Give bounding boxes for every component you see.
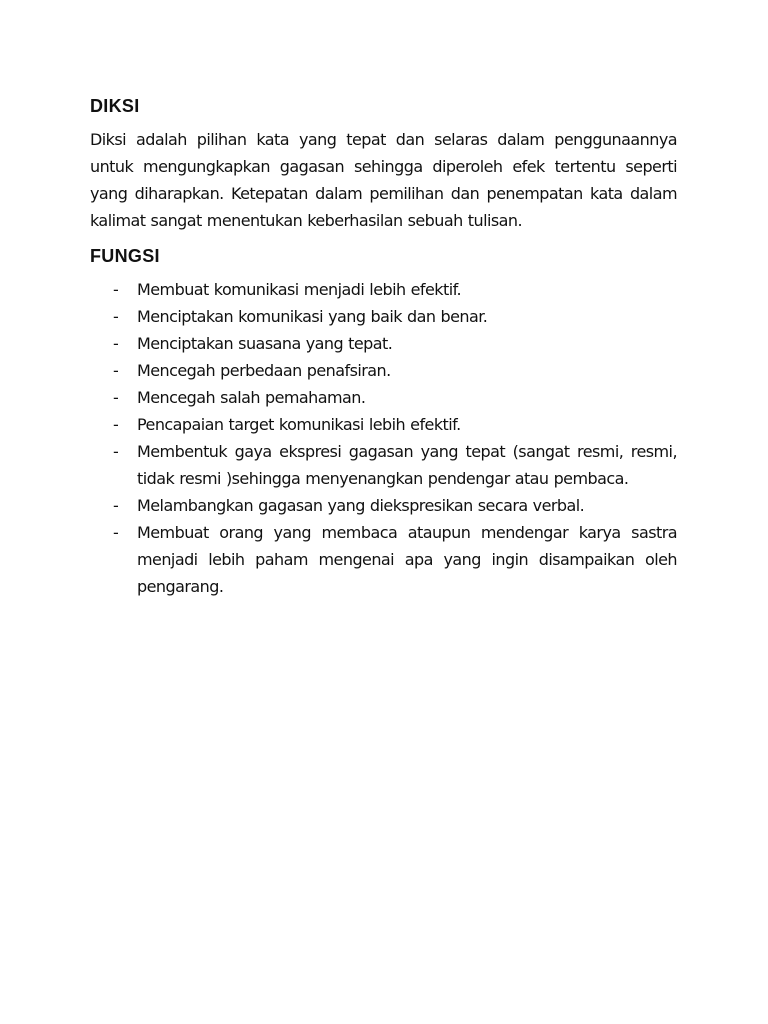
list-item — [90, 384, 677, 411]
list-item-text: Mencegah perbedaan penafsiran. — [137, 361, 391, 380]
function-list — [90, 276, 677, 600]
list-item — [90, 411, 677, 438]
definition-paragraph: Diksi adalah pilihan kata yang tepat dan selaras dalam penggunaannya untuk mengungkapkan gagasan sehingga diperoleh efek tertentu seperti yang diharapkan. Ketepatan dalam pemilihan dan penempatan kata dalam kalimat sangat menentukan keberhasilan sebuah tulisan. — [90, 130, 677, 230]
list-item-text: Menciptakan komunikasi yang baik dan benar. — [137, 307, 488, 326]
document-page — [90, 94, 677, 600]
list-item-text: Membentuk gaya ekspresi gagasan yang tepat (sangat resmi, resmi, tidak resmi )sehingga menyenangkan pendengar atau pembaca. — [137, 442, 677, 488]
list-item-text: Menciptakan suasana yang tepat. — [137, 334, 393, 353]
bullet-dash: - — [113, 307, 119, 326]
heading-diksi: DIKSI — [90, 96, 140, 116]
list-item — [90, 276, 677, 303]
bullet-dash: - — [113, 523, 119, 542]
list-item-text: Membuat komunikasi menjadi lebih efektif. — [137, 280, 462, 299]
list-item-text: Membuat orang yang membaca ataupun mendengar karya sastra menjadi lebih paham mengenai apa yang ingin disampaikan oleh pengarang. — [137, 523, 677, 596]
list-item — [90, 330, 677, 357]
list-item — [90, 438, 677, 492]
list-item-text: Mencegah salah pemahaman. — [137, 388, 366, 407]
list-item — [90, 492, 677, 519]
bullet-dash: - — [113, 334, 119, 353]
list-item — [90, 519, 677, 600]
bullet-dash: - — [113, 442, 119, 461]
list-item-text: Pencapaian target komunikasi lebih efektif. — [137, 415, 461, 434]
bullet-dash: - — [113, 388, 119, 407]
bullet-dash: - — [113, 496, 119, 515]
heading-fungsi: FUNGSI — [90, 246, 160, 266]
list-item-text: Melambangkan gagasan yang diekspresikan secara verbal. — [137, 496, 585, 515]
bullet-dash: - — [113, 361, 119, 380]
list-item — [90, 303, 677, 330]
bullet-dash: - — [113, 415, 119, 434]
bullet-dash: - — [113, 280, 119, 299]
list-item — [90, 357, 677, 384]
